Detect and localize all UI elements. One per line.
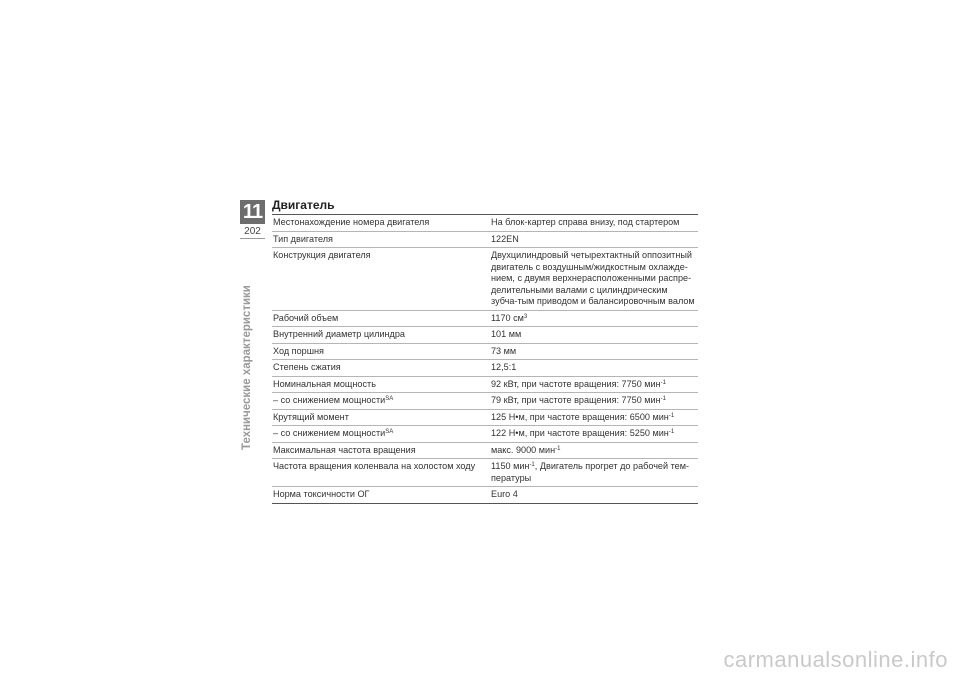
spec-label-text: – со снижением мощности [273, 395, 386, 405]
spec-value [489, 393, 698, 410]
table-row [272, 487, 698, 504]
spec-value-superscript: -1 [668, 429, 675, 435]
chapter-badge [240, 200, 265, 239]
spec-label [272, 459, 489, 487]
spec-value-superscript: -1 [660, 396, 667, 402]
table-row [272, 442, 698, 459]
spec-label-text: Крутящий момент [273, 411, 349, 422]
chapter-side-title: Технические характеристики [241, 285, 253, 450]
spec-value [489, 409, 698, 426]
table-row [272, 310, 698, 327]
spec-label [272, 487, 489, 504]
spec-value-text: 122 Н•м, при частоте вращения: 5250 мин [491, 428, 669, 438]
spec-value-text: Euro 4 [491, 489, 518, 499]
spec-label [272, 231, 489, 248]
chapter-number: 11 [240, 200, 265, 224]
spec-value-tail: , Двигатель прогрет до рабочей тем-пературы [491, 461, 690, 483]
spec-value [489, 487, 698, 504]
table-row [272, 409, 698, 426]
table-row [272, 327, 698, 344]
spec-label [272, 327, 489, 344]
table-row [272, 360, 698, 377]
spec-value-text: 101 мм [491, 329, 522, 339]
spec-label [272, 442, 489, 459]
table-row [272, 459, 698, 487]
spec-label-text: Конструкция двигателя [273, 250, 371, 260]
spec-label-superscript: SA [385, 396, 394, 402]
spec-label-superscript: SA [385, 429, 394, 435]
spec-label-text: – со снижением мощности [273, 428, 386, 438]
spec-value-text: 1150 мин [491, 461, 530, 471]
watermark: carmanualsonline.info [723, 647, 948, 672]
table-row [272, 248, 698, 311]
spec-value-superscript: -1 [668, 412, 675, 419]
table-row [272, 343, 698, 360]
spec-value-text: Двухцилиндровый четырехтактный оппозитный двигатель с воздушным/жидкостным охлажде-нием, с двумя верхнерасположенными распре-делительными валами с цилиндрическим зубча-тым приводом и балансировочным валом [491, 250, 695, 306]
page-number: 202 [240, 226, 265, 239]
spec-label-text: Внутренний диаметр цилиндра [273, 329, 405, 339]
spec-value-text: макс. 9000 мин [491, 444, 556, 455]
spec-value [489, 248, 698, 311]
spec-value-superscript: 3 [523, 313, 528, 320]
spec-value-text: 12,5:1 [491, 362, 517, 372]
spec-value [489, 459, 698, 487]
spec-value [489, 215, 698, 232]
spec-label [272, 215, 489, 232]
section-title: Двигатель [272, 198, 335, 212]
spec-value [489, 360, 698, 377]
spec-label [272, 376, 489, 393]
spec-value [489, 327, 698, 344]
spec-label-text: Максимальная частота вращения [273, 444, 416, 455]
engine-spec-table [272, 214, 698, 504]
spec-value [489, 343, 698, 360]
spec-value-superscript: -1 [529, 462, 535, 468]
spec-label [272, 248, 489, 311]
spec-value [489, 231, 698, 248]
spec-value-text: 1170 см [491, 312, 524, 323]
spec-value-text: 122EN [491, 233, 519, 244]
spec-label-text: Номинальная мощность [273, 378, 376, 389]
spec-value [489, 376, 698, 393]
table-row [272, 426, 698, 443]
spec-label-text: Тип двигателя [273, 233, 333, 244]
spec-value-superscript: -1 [660, 379, 667, 386]
spec-label [272, 343, 489, 360]
spec-label-text: Рабочий объем [273, 312, 339, 323]
spec-value [489, 426, 698, 443]
spec-value-text: 125 Н•м, при частоте вращения: 6500 мин [491, 411, 669, 422]
table-row [272, 393, 698, 410]
spec-label [272, 409, 489, 426]
spec-label-text: Местонахождение номера двигателя [273, 217, 430, 227]
table-row [272, 231, 698, 248]
spec-value-text: На блок-картер справа внизу, под стартером [491, 217, 680, 227]
table-row [272, 376, 698, 393]
spec-label-text: Ход поршня [273, 345, 324, 356]
spec-label [272, 310, 489, 327]
spec-label [272, 360, 489, 377]
table-row [272, 215, 698, 232]
spec-label-text: Норма токсичности ОГ [273, 489, 370, 499]
spec-label [272, 426, 489, 443]
spec-value [489, 310, 698, 327]
spec-value-text: 92 кВт, при частоте вращения: 7750 мин [491, 378, 661, 389]
spec-value-text: 79 кВт, при частоте вращения: 7750 мин [491, 395, 661, 405]
spec-value-superscript: -1 [555, 445, 561, 452]
spec-label-text: Степень сжатия [273, 362, 341, 372]
spec-value-text: 73 мм [491, 345, 517, 356]
spec-label-text: Частота вращения коленвала на холостом ходу [273, 461, 476, 471]
spec-label [272, 393, 489, 410]
spec-value [489, 442, 698, 459]
